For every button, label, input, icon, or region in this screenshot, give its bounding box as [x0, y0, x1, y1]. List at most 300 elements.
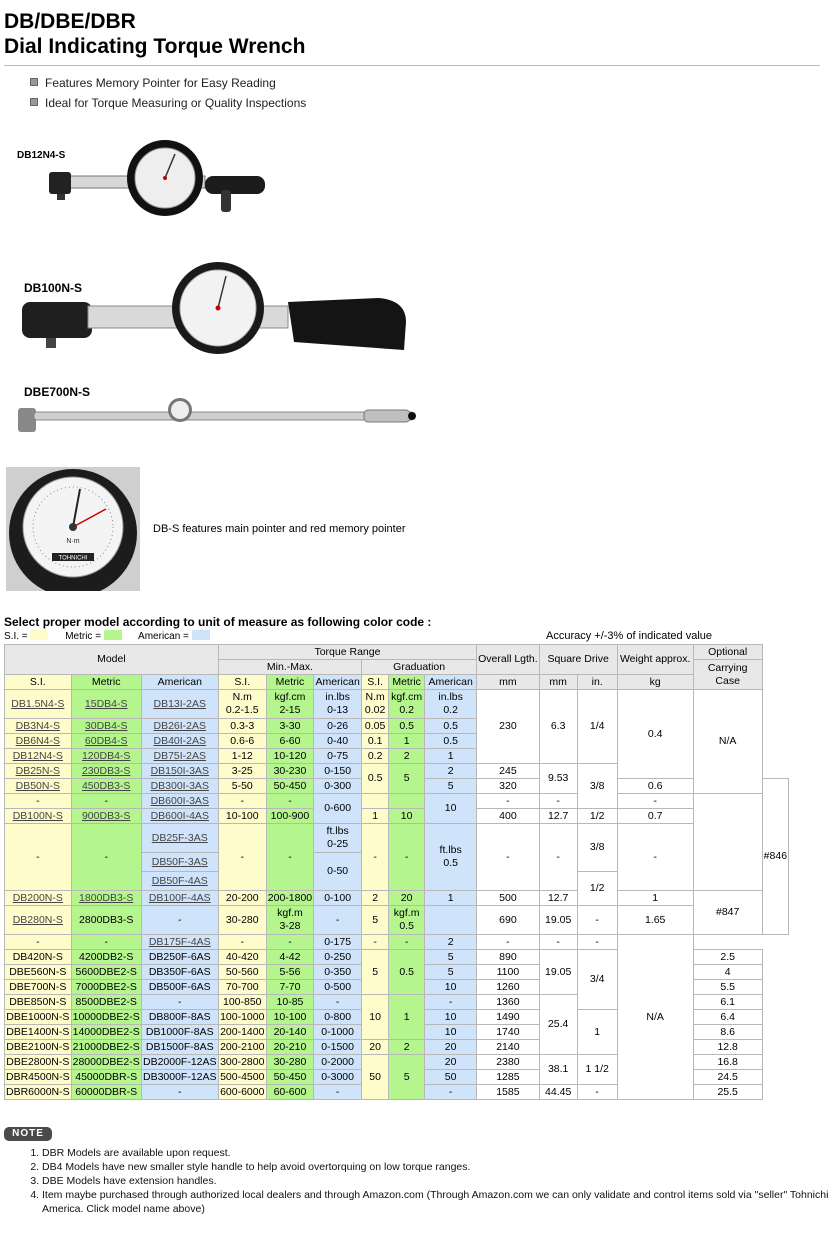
header-graduation: Graduation [362, 660, 477, 675]
header-min-max: Min.-Max. [218, 660, 361, 675]
table-cell: - [362, 935, 389, 950]
header-carrying-case: Carrying Case [693, 660, 762, 690]
model-link[interactable]: 900DB3-S [81, 809, 131, 822]
table-cell: 1740 [477, 1025, 540, 1040]
table-cell: 0-300 [314, 779, 362, 794]
model-link[interactable]: DB50F-3AS [151, 855, 208, 868]
dial-caption: DB-S features main pointer and red memory pointer [153, 523, 406, 535]
table-cell: 50-450 [266, 1070, 313, 1085]
table-cell: - [266, 794, 313, 809]
table-cell: 20-210 [266, 1040, 313, 1055]
header-mm: mm [477, 675, 540, 690]
table-cell: #847 [693, 891, 762, 935]
table-cell: DB1000F-8AS [141, 1025, 218, 1040]
table-cell: 2.5 [693, 950, 762, 965]
model-link[interactable]: DB75I-2AS [153, 749, 207, 762]
table-cell: - [477, 824, 540, 891]
table-cell: 50 [425, 1070, 477, 1085]
model-link[interactable]: DB100F-4AS [148, 891, 211, 904]
table-cell: 25.4 [539, 995, 577, 1055]
table-cell: 20 [425, 1055, 477, 1070]
dial-close-up-image [6, 467, 140, 591]
table-cell: - [5, 794, 72, 809]
table-cell: 16.8 [693, 1055, 762, 1070]
header-metric: Metric [389, 675, 425, 690]
table-cell: 0.6-6 [218, 734, 266, 749]
table-cell: in.lbs 0.2 [425, 690, 477, 719]
table-cell: 1585 [477, 1085, 540, 1100]
model-link[interactable]: DB13I-2AS [153, 697, 207, 710]
table-cell: 0.4 [617, 690, 693, 779]
table-cell: 10000DBE2-S [72, 1010, 140, 1023]
table-cell: kgf.m 0.5 [389, 906, 425, 935]
table-cell: 20 [362, 1040, 389, 1055]
table-cell: - [141, 1085, 218, 1100]
table-cell: 600-6000 [220, 1085, 265, 1098]
table-cell: 1360 [477, 995, 540, 1010]
model-link[interactable]: DB1.5N4-S [11, 697, 65, 710]
product-label: DB100N-S [24, 281, 83, 295]
table-cell: - [266, 935, 313, 950]
table-cell: - [617, 794, 693, 809]
table-cell: 2 [389, 1040, 425, 1055]
table-cell: 5-56 [266, 965, 313, 980]
table-cell: kgf.cm 2-15 [266, 690, 313, 719]
model-link[interactable]: DB175F-4AS [148, 935, 211, 948]
table-cell: - [218, 824, 266, 891]
select-instruction: Select proper model according to unit of measure as following color code : [4, 615, 432, 629]
table-cell: 4 [693, 965, 762, 980]
table-cell: 1/4 [577, 690, 617, 764]
table-cell: 25.5 [693, 1085, 762, 1100]
table-cell: 1100 [477, 965, 540, 980]
table-cell: 3/4 [577, 950, 617, 1010]
table-cell [389, 794, 425, 809]
table-cell: 1/2 [577, 872, 617, 906]
table-cell: N.m 0.02 [362, 690, 389, 719]
table-cell: 40-420 [218, 950, 266, 965]
table-cell: 20 [425, 1040, 477, 1055]
table-cell: DB350F-6AS [141, 965, 218, 980]
table-cell: 6.3 [539, 690, 577, 764]
table-cell: - [389, 935, 425, 950]
header-mm: mm [539, 675, 577, 690]
header-american: American [315, 675, 360, 688]
table-cell: 0-75 [314, 749, 362, 764]
note-item: 2. DB4 Models have new smaller style handle to help avoid overtorquing on low torque ranges. [42, 1160, 832, 1174]
product-label: DBE700N-S [24, 385, 91, 399]
table-cell: 0-100 [314, 891, 362, 906]
table-cell: ft.lbs 0.5 [425, 824, 477, 891]
table-row [5, 935, 789, 950]
note-item: 3. DBE Models have extension handles. [42, 1174, 832, 1188]
table-cell: 1/2 [577, 809, 617, 824]
table-cell: 7-70 [266, 980, 313, 995]
legend-metric-swatch [104, 630, 122, 640]
header-si: S.I. [218, 675, 266, 690]
table-cell: in.lbs 0-13 [314, 690, 362, 719]
table-cell: 300-2800 [220, 1055, 265, 1068]
table-row [5, 690, 789, 719]
table-cell: 0-2000 [314, 1055, 362, 1070]
header-kg: kg [617, 675, 693, 690]
table-cell: 10-120 [266, 749, 313, 764]
table-cell: 60000DBR-S [71, 1085, 141, 1100]
table-cell: 10-100 [266, 1010, 313, 1025]
dial-unit-text: N·m [66, 538, 80, 545]
model-link[interactable]: 60DB4-S [84, 734, 128, 747]
table-cell: 3/8 [577, 824, 617, 872]
product-label: DB12N4-S [17, 150, 66, 161]
table-cell: DB3000F-12AS [142, 1070, 217, 1083]
table-cell: DBR6000N-S [6, 1085, 70, 1098]
table-cell: 20 [389, 891, 425, 906]
table-cell: 10 [425, 980, 477, 995]
notes-list [4, 1146, 832, 1216]
table-cell: - [71, 935, 141, 950]
model-link[interactable]: DB200N-S [12, 891, 63, 904]
table-cell: 38.1 [539, 1055, 577, 1085]
table-cell: N/A [617, 935, 693, 1100]
table-cell: 0-1000 [314, 1025, 362, 1040]
header-weight: Weight approx. [617, 645, 693, 675]
table-cell: 1 [577, 1010, 617, 1055]
table-cell: 10 [389, 809, 425, 824]
table-cell: - [539, 935, 577, 950]
model-link[interactable]: DB280N-S [12, 913, 63, 926]
table-cell: 5-50 [218, 779, 266, 794]
table-row [5, 824, 789, 853]
table-cell: 0.5 [425, 734, 477, 749]
table-cell: 1 1/2 [577, 1055, 617, 1085]
header-american: American [141, 675, 218, 690]
table-cell: 10 [425, 794, 477, 824]
table-cell: 0-50 [314, 853, 362, 891]
table-cell: 3-25 [218, 764, 266, 779]
table-cell: 0.3-3 [218, 719, 266, 734]
table-cell: 19.05 [539, 906, 577, 935]
table-cell: 100-1000 [220, 1010, 265, 1023]
table-cell: 2 [425, 764, 477, 779]
table-cell: 0-150 [314, 764, 362, 779]
table-row [5, 891, 789, 906]
table-cell: 50 [362, 1055, 389, 1100]
table-cell: N.m 0.2-1.5 [218, 690, 266, 719]
table-cell [425, 906, 477, 935]
table-cell: 3-30 [266, 719, 313, 734]
table-cell: 890 [477, 950, 540, 965]
note-item: 4. Item maybe purchased through authorized local dealers and through Amazon.com (Through Amazon.com we can only validate and control items sold via "seller" Tohnichi America. Click model name above) [42, 1188, 832, 1216]
table-cell: - [477, 935, 540, 950]
table-cell: 1 [425, 749, 477, 764]
table-cell: 690 [477, 906, 540, 935]
note-item: 1. DBR Models are available upon request. [42, 1146, 832, 1160]
header-metric: Metric [266, 675, 313, 690]
header-torque-range: Torque Range [218, 645, 476, 660]
table-cell: 5 [425, 950, 477, 965]
header-square-drive: Square Drive [539, 645, 617, 675]
table-cell: 5600DBE2-S [71, 965, 141, 980]
feature-text: Features Memory Pointer for Easy Reading [45, 76, 276, 90]
header-overall-length: Overall Lgth. [477, 645, 540, 675]
dial-brand-text: TOHNICHI [58, 555, 88, 562]
table-cell: - [539, 794, 577, 809]
table-cell: 0.5 [389, 950, 425, 995]
table-cell: DB250F-6AS [141, 950, 218, 965]
table-cell: 6.1 [693, 995, 762, 1010]
table-cell: DBE700N-S [5, 980, 72, 995]
model-link[interactable]: DB600I-3AS [150, 794, 209, 807]
model-link[interactable]: DB100N-S [12, 809, 63, 822]
table-cell: DBE560N-S [5, 965, 72, 980]
table-cell: 100-850 [218, 995, 266, 1010]
model-link[interactable]: DB150I-3AS [150, 764, 209, 777]
model-link[interactable]: 450DB3-S [81, 779, 131, 792]
table-cell: 0.5 [389, 719, 425, 734]
feature-item [30, 96, 306, 110]
table-cell: - [266, 824, 313, 891]
table-cell: 8500DBE2-S [71, 995, 141, 1010]
table-cell: 500 [477, 891, 540, 906]
table-cell: 10 [362, 995, 389, 1040]
table-cell: 60-600 [266, 1085, 313, 1100]
table-cell: kgf.m 3-28 [266, 906, 313, 935]
table-cell: 0-600 [314, 794, 362, 824]
table-cell: 9.53 [539, 764, 577, 794]
table-cell: 10 [425, 1010, 477, 1025]
model-link[interactable]: DB26I-2AS [153, 719, 207, 732]
table-cell: 50-450 [266, 779, 313, 794]
table-cell: 10-100 [218, 809, 266, 824]
table-cell [362, 794, 389, 809]
table-cell: - [577, 1085, 617, 1100]
table-cell: 3/8 [577, 764, 617, 809]
table-cell: 0-500 [314, 980, 362, 995]
table-cell: - [425, 1085, 477, 1100]
model-link[interactable]: DB6N4-S [15, 734, 60, 747]
table-cell: - [362, 824, 389, 891]
table-cell: 1 [617, 891, 693, 906]
table-cell: 1 [389, 734, 425, 749]
table-cell: 5 [425, 965, 477, 980]
table-cell: DBE1400N-S [6, 1025, 70, 1038]
table-cell: 14000DBE2-S [72, 1025, 140, 1038]
table-cell: 230 [477, 690, 540, 764]
table-cell: 200-1800 [267, 891, 313, 904]
table-cell: - [218, 935, 266, 950]
model-link[interactable]: 120DB4-S [81, 749, 131, 762]
table-cell: 2 [362, 891, 389, 906]
table-cell: DB420N-S [5, 950, 72, 965]
table-cell: 1 [362, 809, 389, 824]
table-cell: 5 [362, 906, 389, 935]
bullet-square-icon [30, 98, 38, 106]
table-cell: 20-140 [266, 1025, 313, 1040]
table-row [5, 906, 789, 935]
table-cell: N/A [693, 690, 762, 794]
product-image-db100n [18, 262, 410, 358]
table-cell: 44.45 [539, 1085, 577, 1100]
legend-metric-label: Metric = [65, 631, 102, 642]
table-cell: - [71, 824, 141, 891]
table-cell: 5.5 [693, 980, 762, 995]
table-cell: 28000DBE2-S [72, 1055, 140, 1068]
table-cell: 30-280 [218, 906, 266, 935]
table-cell: 12.7 [539, 809, 577, 824]
model-link[interactable]: DB50N-S [15, 779, 60, 792]
table-cell: - [617, 824, 693, 891]
table-cell: 30-230 [266, 764, 313, 779]
table-cell: kgf.cm 0.2 [389, 690, 425, 719]
table-cell: 6-60 [266, 734, 313, 749]
model-link[interactable]: DB25N-S [15, 764, 60, 777]
table-cell: 0-175 [314, 935, 362, 950]
spec-table [4, 644, 789, 1100]
table-cell: 21000DBE2-S [72, 1040, 140, 1053]
table-cell: - [314, 995, 362, 1010]
model-link[interactable]: 30DB4-S [84, 719, 128, 732]
table-cell: - [425, 995, 477, 1010]
table-cell: 0-250 [314, 950, 362, 965]
accuracy-note: Accuracy +/-3% of indicated value [546, 630, 713, 642]
table-cell: 2 [389, 749, 425, 764]
model-link[interactable]: DB25F-3AS [151, 831, 208, 844]
table-cell: 50-560 [218, 965, 266, 980]
table-cell: 1 [389, 995, 425, 1040]
table-cell: 2800DB3-S [71, 906, 141, 935]
table-cell: 24.5 [693, 1070, 762, 1085]
header-in: in. [577, 675, 617, 690]
legend-si-label: S.I. = [4, 631, 28, 642]
table-cell: - [577, 906, 617, 935]
table-row [5, 809, 789, 824]
table-cell: 0-40 [314, 734, 362, 749]
model-link[interactable]: 1800DB3-S [79, 891, 134, 904]
table-cell: 20-200 [218, 891, 266, 906]
page-subtitle: Dial Indicating Torque Wrench [4, 35, 306, 58]
table-cell: 2140 [477, 1040, 540, 1055]
feature-item [30, 76, 276, 90]
table-cell: - [141, 995, 218, 1010]
header-si: S.I. [362, 675, 389, 690]
table-cell: 0-1500 [314, 1040, 362, 1055]
table-cell: DB2000F-12AS [142, 1055, 217, 1068]
table-cell: 1.65 [617, 906, 693, 935]
table-cell: 1-12 [218, 749, 266, 764]
table-cell: DB1500F-8AS [141, 1040, 218, 1055]
table-cell: - [314, 906, 362, 935]
header-metric: Metric [71, 675, 141, 690]
table-cell: 10 [425, 1025, 477, 1040]
table-cell: 12.7 [539, 891, 577, 906]
header-american: American [425, 675, 477, 690]
table-cell: #846 [762, 779, 788, 935]
table-cell: 245 [477, 764, 540, 779]
table-row [5, 794, 789, 809]
table-cell: 500-4500 [220, 1070, 265, 1083]
table-cell: - [539, 824, 577, 891]
table-cell: 0.5 [425, 719, 477, 734]
table-cell: - [389, 824, 425, 891]
table-cell: 0.2 [362, 749, 389, 764]
table-cell: - [71, 794, 141, 809]
table-cell: 1 [425, 891, 477, 906]
legend-american-label: American = [138, 631, 189, 642]
table-cell: 0-350 [314, 965, 362, 980]
table-cell: 0-26 [314, 719, 362, 734]
header-si: S.I. [5, 675, 72, 690]
bullet-square-icon [30, 78, 38, 86]
table-cell: 1490 [477, 1010, 540, 1025]
table-cell: 5 [425, 779, 477, 794]
header-model: Model [5, 645, 219, 675]
table-cell: 12.8 [693, 1040, 762, 1055]
model-link[interactable]: DB3N4-S [15, 719, 60, 732]
table-cell: 45000DBR-S [71, 1070, 141, 1085]
table-cell: DBE2800N-S [6, 1055, 70, 1068]
table-cell: 8.6 [693, 1025, 762, 1040]
table-cell: DB500F-6AS [141, 980, 218, 995]
table-cell: DBR4500N-S [6, 1070, 70, 1083]
feature-text: Ideal for Torque Measuring or Quality Inspections [45, 96, 307, 110]
table-cell: 0.05 [362, 719, 389, 734]
model-link[interactable]: DB40I-2AS [153, 734, 207, 747]
note-badge: NOTE [4, 1127, 52, 1141]
table-cell: - [141, 906, 218, 935]
table-cell: 0.7 [617, 809, 693, 824]
product-image-dbe700n [14, 396, 416, 438]
model-link[interactable]: 230DB3-S [81, 764, 131, 777]
table-cell: - [218, 794, 266, 809]
color-legend [4, 630, 224, 642]
model-link[interactable]: 15DB4-S [84, 697, 128, 710]
table-cell: 0-3000 [314, 1070, 362, 1085]
table-cell: - [5, 935, 72, 950]
table-cell: - [5, 824, 72, 891]
model-link[interactable]: DB600I-4AS [150, 809, 209, 822]
table-cell: 0.5 [362, 764, 389, 794]
table-cell: 6.4 [693, 1010, 762, 1025]
model-link[interactable]: DB12N4-S [12, 749, 63, 762]
table-cell: 200-2100 [220, 1040, 265, 1053]
table-cell: 19.05 [539, 950, 577, 995]
table-cell: 1260 [477, 980, 540, 995]
legend-si-swatch [30, 630, 48, 640]
table-cell: 1285 [477, 1070, 540, 1085]
table-cell: 30-280 [266, 1055, 313, 1070]
table-cell: 10-85 [266, 995, 313, 1010]
model-link[interactable]: DB50F-4AS [151, 874, 208, 887]
table-cell: 0.1 [362, 734, 389, 749]
model-link[interactable]: DB300I-3AS [150, 779, 209, 792]
table-cell: ft.lbs 0-25 [314, 824, 362, 853]
table-cell: 320 [477, 779, 540, 794]
table-cell: 0-800 [314, 1010, 362, 1025]
table-cell: DBE850N-S [5, 995, 72, 1010]
table-cell: 5 [389, 1055, 425, 1100]
product-image-db12n4 [45, 140, 275, 220]
table-cell: 4-42 [266, 950, 313, 965]
table-cell: - [314, 1085, 362, 1100]
table-cell: 200-1400 [220, 1025, 265, 1038]
table-cell: - [477, 794, 540, 809]
table-cell: 400 [477, 809, 540, 824]
table-cell: 100-900 [266, 809, 313, 824]
table-cell: DBE2100N-S [6, 1040, 70, 1053]
header-optional: Optional [693, 645, 762, 660]
table-cell: DBE1000N-S [6, 1010, 70, 1023]
table-cell: 5 [389, 764, 425, 794]
